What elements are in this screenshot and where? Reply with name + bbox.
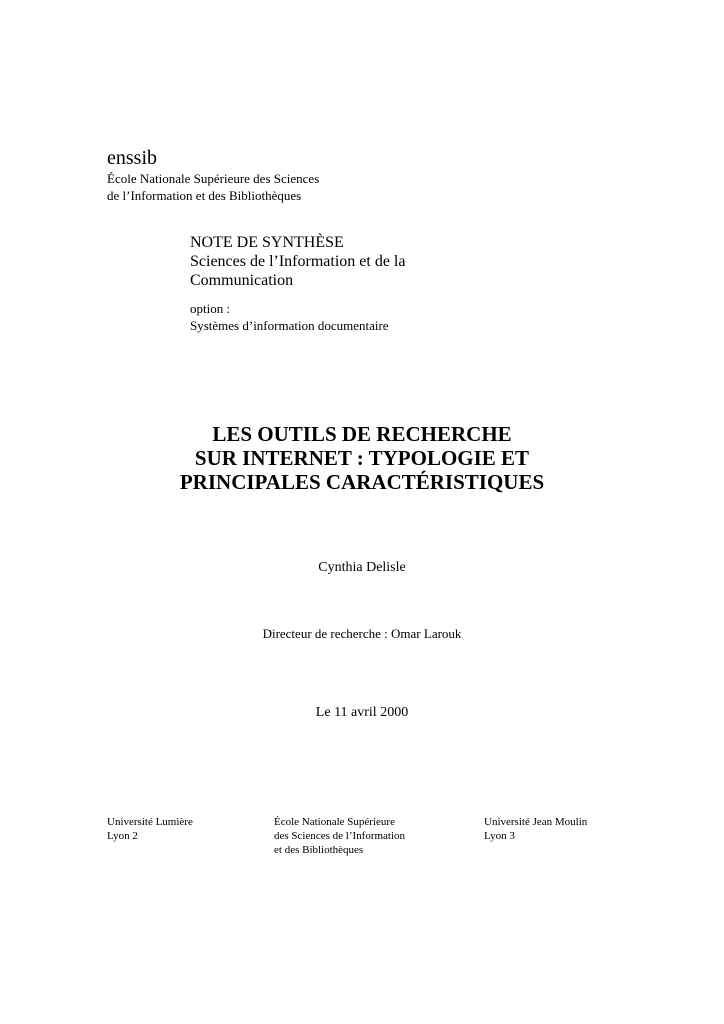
footer-line: Université Jean Moulin — [484, 816, 588, 828]
title-line: PRINCIPALES CARACTÉRISTIQUES — [179, 470, 545, 494]
option-value: Systèmes d’information documentaire — [190, 318, 389, 333]
footer-university-lyon2 — [107, 815, 193, 843]
document-date: Le 11 avril 2000 — [315, 705, 409, 720]
option-block — [190, 300, 405, 334]
note-type: NOTE DE SYNTHÈSE — [190, 234, 344, 251]
option-label: option : — [190, 301, 231, 316]
author-name: Cynthia Delisle — [318, 560, 406, 575]
title-line: SUR INTERNET : TYPOLOGIE ET — [194, 446, 530, 470]
note-type-block — [190, 233, 405, 290]
note-info — [190, 233, 405, 334]
footer-line: École Nationale Supérieure — [274, 816, 395, 828]
footer-line: et des Bibliothèques — [274, 844, 364, 856]
note-field-line: Communication — [190, 272, 294, 289]
school-full-name-line: de l’Information et des Bibliothèques — [107, 188, 302, 203]
school-header — [107, 146, 319, 204]
school-acronym: enssib — [107, 147, 157, 169]
footer-line: Lyon 3 — [484, 830, 515, 842]
footer-line: Université Lumière — [107, 816, 193, 828]
title-line: LES OUTILS DE RECHERCHE — [212, 422, 512, 446]
document-title — [0, 422, 724, 494]
footer-line: des Sciences de l’Information — [274, 830, 406, 842]
footer-line: Lyon 2 — [107, 830, 138, 842]
school-full-name-line: École Nationale Supérieure des Sciences — [107, 171, 320, 186]
research-director: Directeur de recherche : Omar Larouk — [262, 626, 462, 641]
school-full-name — [107, 170, 319, 204]
note-field-line: Sciences de l’Information et de la — [190, 253, 406, 270]
footer-university-lyon3 — [484, 815, 587, 843]
footer-enssib — [274, 815, 405, 857]
